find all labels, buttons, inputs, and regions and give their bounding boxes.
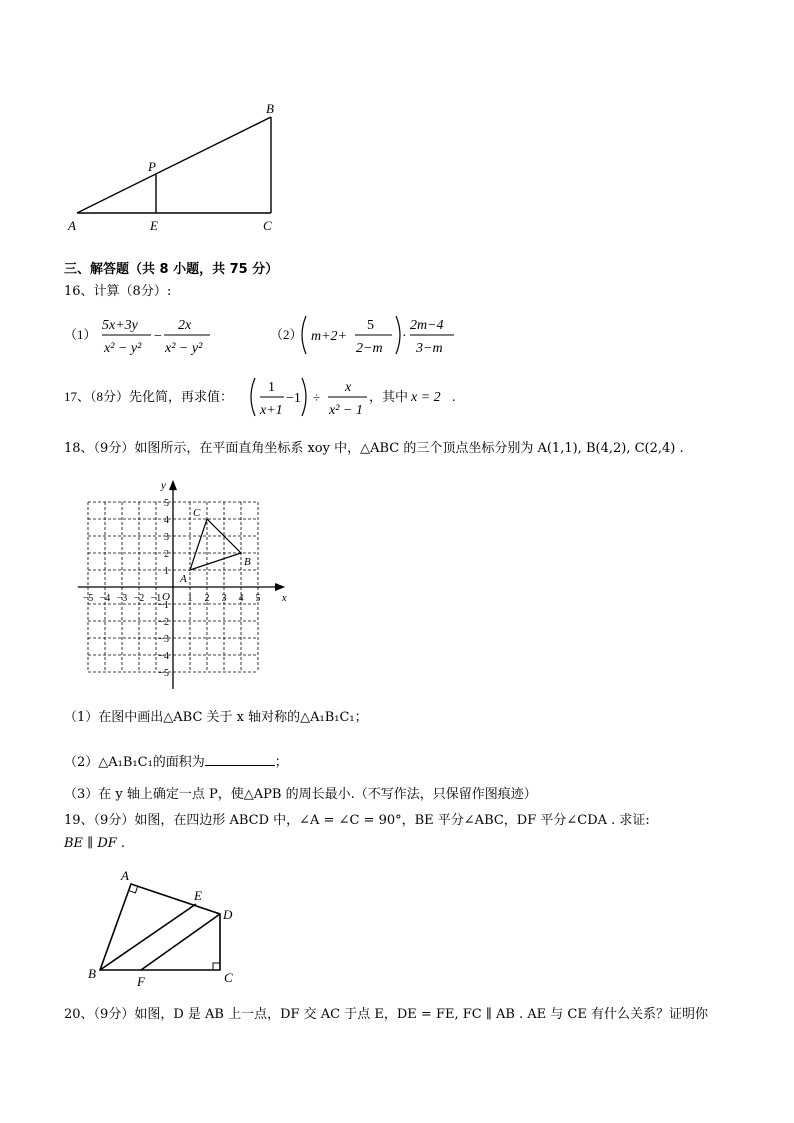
point-label-b: B: [244, 556, 251, 568]
q18-answer-blank[interactable]: [205, 751, 275, 766]
q17-den1: x+1: [260, 403, 283, 418]
q17-den2: x² − 1: [329, 403, 363, 418]
q17-minus1: −1: [286, 391, 301, 406]
q16-p2-lead: m+2+: [311, 329, 348, 344]
y-tick-label: −2: [158, 617, 169, 628]
y-tick-label: 1: [164, 566, 169, 577]
q17-line: [64, 372, 504, 422]
triangle-abc: [190, 519, 241, 570]
q17-num1: 1: [268, 380, 275, 395]
x-tick-label: −2: [133, 593, 145, 604]
q16-p2-den1: 2−m: [356, 341, 383, 356]
q17-end: .: [452, 390, 456, 405]
q16-p2-tag: （2）: [270, 327, 303, 342]
q18-sub3: （3）在 y 轴上确定一点 P，使△APB 的周长最小.（不写作法，只保留作图痕迹）: [64, 787, 537, 802]
q16-p1-num1: 5x+3y: [102, 318, 138, 333]
q16-expressions: [64, 310, 484, 360]
fig19-label-b: B: [88, 966, 96, 981]
x-tick-label: −1: [150, 593, 162, 604]
fig19-label-f: F: [137, 974, 145, 989]
q20-text: 20、（9分）如图，D 是 AB 上一点，DF 交 AC 于点 E，DE = FE, FC ∥ AB . AE 与 CE 有什么关系？证明你: [64, 1007, 709, 1022]
q16-p2-num2: 2m−4: [410, 318, 444, 333]
x-tick-label: −3: [116, 593, 128, 604]
q16-text: 16、计算（8分）:: [64, 284, 172, 299]
y-tick-label: 4: [164, 515, 169, 526]
q17-cond: x = 2: [411, 390, 441, 405]
q18-coordinate-grid: [70, 472, 310, 697]
x-axis-arrow: [275, 583, 285, 591]
q16-p2-den2: 3−m: [416, 341, 443, 356]
q18-sub2-before: （2）△A₁B₁C₁的面积为: [64, 755, 205, 770]
y-tick-label: 2: [164, 549, 169, 560]
x-tick-label: −4: [99, 593, 111, 604]
q17-text-before: 17、（8分）先化简，再求值：: [64, 389, 234, 404]
x-tick-label: −5: [82, 593, 94, 604]
y-tick-label: −1: [158, 600, 169, 611]
x-tick-label: 3: [221, 593, 227, 604]
q16-p1-tag: （1）: [64, 327, 97, 342]
figure-19: [80, 862, 250, 992]
q18-sub1: （1）在图中画出△ABC 关于 x 轴对称的△A₁B₁C₁；: [64, 710, 368, 725]
fig19-label-a: A: [121, 868, 129, 883]
q16-p2-num1: 5: [367, 318, 374, 333]
x-tick-label: 1: [187, 593, 193, 604]
y-tick-label: 3: [164, 532, 169, 543]
x-tick-label: 2: [204, 593, 210, 604]
y-axis-arrow: [169, 480, 177, 490]
q18-sub2: [64, 751, 288, 772]
q19-line1: 19、（9分）如图，在四边形 ABCD 中，∠A = ∠C = 90°，BE 平分∠ABC，DF 平分∠CDA . 求证:: [64, 813, 650, 828]
y-tick-label: −5: [158, 668, 169, 679]
origin-label: O: [162, 591, 170, 603]
q18-text: 18、（9分）如图所示，在平面直角坐标系 xoy 中，△ABC 的三个顶点坐标分别为 A(1,1), B(4,2), C(2,4) .: [64, 441, 684, 456]
fig19-label-e: E: [194, 888, 202, 903]
fig19-label-c: C: [224, 970, 233, 985]
fig15-label-a: A: [68, 218, 76, 233]
q17-text-after: ，其中: [369, 389, 409, 404]
q16-p2-dot: ·: [402, 329, 407, 344]
y-tick-label: −3: [158, 634, 169, 645]
fig19-label-d: D: [223, 907, 233, 922]
point-label-a: A: [180, 573, 187, 585]
y-tick-label: 5: [164, 498, 169, 509]
point-label-c: C: [193, 507, 201, 519]
q18-sub2-after: ；: [274, 755, 288, 770]
x-axis-label: x: [281, 592, 287, 604]
q19-line2: BE ∥ DF .: [64, 836, 126, 851]
q16-p1-den2: x² − y²: [165, 341, 203, 356]
section-title: 三、解答题（共 8 小题，共 75 分）: [64, 262, 279, 277]
figure-15: [60, 95, 300, 240]
fig15-label-p: P: [148, 159, 156, 174]
fig15-label-b: B: [266, 101, 274, 116]
fig15-label-c: C: [263, 218, 272, 233]
y-tick-label: −4: [158, 651, 169, 662]
q16-p1-minus: −: [154, 329, 162, 344]
q16-p1-num2: 2x: [178, 318, 192, 333]
fig15-label-e: E: [150, 218, 158, 233]
x-tick-label: 5: [255, 593, 261, 604]
x-tick-label: 4: [238, 593, 244, 604]
q17-num2: x: [345, 380, 352, 395]
q16-p1-den1: x² − y²: [104, 341, 142, 356]
y-axis-label: y: [161, 479, 166, 492]
q17-div: ÷: [313, 390, 321, 405]
